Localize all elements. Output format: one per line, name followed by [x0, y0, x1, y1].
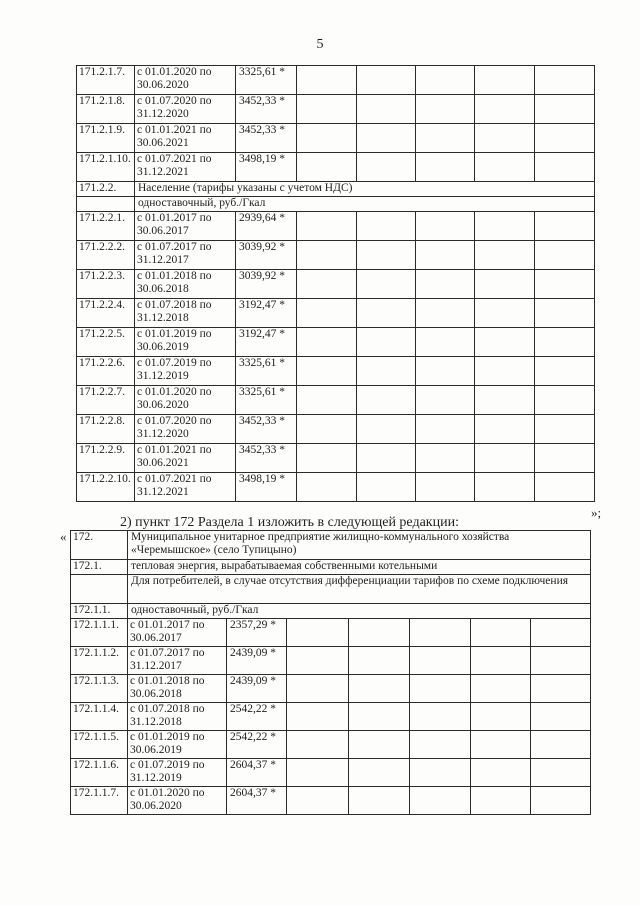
- empty-cell: [535, 386, 595, 415]
- row-number: 172.1.1.5.: [71, 731, 128, 759]
- empty-cell: [475, 328, 535, 357]
- empty-cell: [475, 241, 535, 270]
- period-cell: [135, 328, 236, 357]
- row-number: 171.2.1.10.: [77, 153, 135, 182]
- tariff-table-171: [76, 65, 595, 502]
- period-cell: [135, 241, 236, 270]
- empty-cell: [357, 124, 416, 153]
- period-start: с 01.07.2017 по: [137, 241, 212, 253]
- tariff-value: 2604,37 *: [227, 759, 287, 787]
- table-row: [77, 299, 595, 328]
- empty-cell: [297, 241, 357, 270]
- period-cell: [135, 444, 236, 473]
- table-row: [77, 386, 595, 415]
- empty-cell: [287, 675, 349, 703]
- period-cell: [128, 619, 227, 647]
- empty-cell: [357, 66, 416, 95]
- empty-cell: [531, 619, 591, 647]
- table-row: [77, 473, 595, 502]
- tariff-value: 2439,09 *: [227, 647, 287, 675]
- period-start: с 01.01.2017 по: [130, 619, 205, 631]
- row-number: 171.2.2.10.: [77, 473, 135, 502]
- row-number: 171.2.1.9.: [77, 124, 135, 153]
- empty-cell: [475, 299, 535, 328]
- period-end: 31.12.2019: [137, 370, 189, 382]
- period-start: с 01.01.2020 по: [130, 787, 205, 799]
- tariff-value: 2604,37 *: [227, 787, 287, 815]
- empty-cell: [416, 95, 475, 124]
- consumers-label: Для потребителей, в случае отсутствия дифференциации тарифов по схеме подключения: [128, 575, 591, 604]
- empty-cell: [287, 731, 349, 759]
- empty-cell: [357, 241, 416, 270]
- empty-cell: [410, 647, 471, 675]
- empty-cell: [416, 66, 475, 95]
- empty-cell: [357, 270, 416, 299]
- tariff-value: 3452,33 *: [236, 415, 297, 444]
- empty-cell: [297, 386, 357, 415]
- row-number: 172.1.1.7.: [71, 787, 128, 815]
- table-row: [71, 619, 591, 647]
- table-row: [77, 212, 595, 241]
- empty-cell: [416, 415, 475, 444]
- row-number: 171.2.1.7.: [77, 66, 135, 95]
- row-number: 171.2.2.2.: [77, 241, 135, 270]
- tariff-value: 3192,47 *: [236, 299, 297, 328]
- period-cell: [135, 95, 236, 124]
- empty-cell: [297, 444, 357, 473]
- row-number: 172.1.1.: [71, 604, 128, 619]
- empty-cell: [531, 647, 591, 675]
- tariff-value: 2939,64 *: [236, 212, 297, 241]
- row-number: 172.1.1.2.: [71, 647, 128, 675]
- empty-cell: [357, 212, 416, 241]
- rate-label: одноставочный, руб./Гкал: [128, 604, 591, 619]
- empty-cell: [475, 66, 535, 95]
- empty-cell: [475, 357, 535, 386]
- row-number: 171.2.2.3.: [77, 270, 135, 299]
- empty-cell: [349, 731, 410, 759]
- empty-cell: [416, 473, 475, 502]
- row-number: 171.2.2.6.: [77, 357, 135, 386]
- period-end: 31.12.2018: [137, 312, 189, 324]
- empty-cell: [535, 357, 595, 386]
- period-cell: [128, 787, 227, 815]
- empty-cell: [297, 473, 357, 502]
- empty-cell: [531, 703, 591, 731]
- empty-cell: [535, 153, 595, 182]
- table-row: [77, 415, 595, 444]
- period-end: 31.12.2017: [130, 660, 182, 672]
- tariff-value: 3498,19 *: [236, 153, 297, 182]
- period-end: 30.06.2017: [137, 225, 189, 237]
- empty-cell: [475, 212, 535, 241]
- empty-cell: [416, 357, 475, 386]
- empty-cell: [475, 124, 535, 153]
- empty-cell: [475, 444, 535, 473]
- empty-cell: [349, 647, 410, 675]
- empty-cell: [416, 386, 475, 415]
- empty-cell: [535, 270, 595, 299]
- period-cell: [135, 153, 236, 182]
- group-label: Население (тарифы указаны с учетом НДС): [135, 182, 595, 197]
- tariff-value: 2542,22 *: [227, 731, 287, 759]
- empty-cell: [535, 66, 595, 95]
- table-row: [77, 95, 595, 124]
- org-label: Муниципальное унитарное предприятие жилищно-коммунального хозяйства «Черемышское» (село Тупицыно): [128, 531, 591, 560]
- section-heading: 2) пункт 172 Раздела 1 изложить в следующей редакции:: [120, 515, 459, 530]
- period-start: с 01.01.2018 по: [130, 675, 205, 687]
- row-number: 172.: [71, 531, 128, 560]
- empty-cell: [475, 95, 535, 124]
- row-number: 171.2.1.8.: [77, 95, 135, 124]
- empty-cell: [535, 415, 595, 444]
- empty-cell: [416, 328, 475, 357]
- tariff-value: 3192,47 *: [236, 328, 297, 357]
- period-end: 30.06.2019: [137, 341, 189, 353]
- empty-cell: [416, 241, 475, 270]
- empty-cell: [410, 619, 471, 647]
- period-cell: [128, 647, 227, 675]
- period-start: с 01.01.2019 по: [137, 328, 212, 340]
- table-row: [71, 675, 591, 703]
- period-start: с 01.01.2021 по: [137, 124, 212, 136]
- period-start: с 01.07.2019 по: [137, 357, 212, 369]
- row-number: 171.2.2.: [77, 182, 135, 197]
- closing-quote: »;: [591, 505, 602, 520]
- table-row: [77, 328, 595, 357]
- period-end: 31.12.2019: [130, 772, 182, 784]
- empty-cell: [531, 787, 591, 815]
- energy-label: тепловая энергия, вырабатываемая собственными котельными: [128, 560, 591, 575]
- tariff-value: 3325,61 *: [236, 357, 297, 386]
- tariff-table-172: [70, 530, 591, 815]
- empty-cell: [535, 241, 595, 270]
- table-row: [77, 357, 595, 386]
- tariff-value: 3498,19 *: [236, 473, 297, 502]
- empty-cell: [287, 619, 349, 647]
- empty-cell: [416, 444, 475, 473]
- period-end: 31.12.2021: [137, 166, 189, 178]
- empty-cell: [410, 787, 471, 815]
- period-start: с 01.01.2018 по: [137, 270, 212, 282]
- empty-cell: [357, 386, 416, 415]
- empty-cell: [410, 731, 471, 759]
- period-cell: [135, 299, 236, 328]
- table-row: [71, 647, 591, 675]
- period-cell: [135, 124, 236, 153]
- table-row: [77, 444, 595, 473]
- period-cell: [128, 675, 227, 703]
- empty-cell: [535, 299, 595, 328]
- empty-cell: [357, 415, 416, 444]
- period-cell: [135, 473, 236, 502]
- empty-cell: [471, 759, 531, 787]
- row-number: 171.2.2.4.: [77, 299, 135, 328]
- period-start: с 01.01.2021 по: [137, 444, 212, 456]
- period-end: 30.06.2017: [130, 632, 182, 644]
- empty-cell: [297, 95, 357, 124]
- row-number: 172.1.1.6.: [71, 759, 128, 787]
- empty-cell: [297, 299, 357, 328]
- period-start: с 01.01.2019 по: [130, 731, 205, 743]
- page-number: 5: [316, 37, 324, 52]
- empty-cell: [471, 647, 531, 675]
- period-cell: [128, 731, 227, 759]
- period-start: с 01.07.2020 по: [137, 415, 212, 427]
- period-end: 31.12.2017: [137, 254, 189, 266]
- empty-cell: [410, 675, 471, 703]
- empty-cell: [535, 212, 595, 241]
- period-start: с 01.07.2021 по: [137, 153, 212, 165]
- empty-cell: [349, 675, 410, 703]
- empty-cell: [357, 357, 416, 386]
- period-cell: [128, 759, 227, 787]
- tariff-value: 3039,92 *: [236, 241, 297, 270]
- empty-cell: [410, 759, 471, 787]
- period-end: 31.12.2021: [137, 486, 189, 498]
- row-number: 172.1.1.3.: [71, 675, 128, 703]
- table-row: [71, 731, 591, 759]
- empty-cell: [287, 647, 349, 675]
- period-cell: [135, 386, 236, 415]
- empty-cell: [535, 328, 595, 357]
- empty-cell: [357, 153, 416, 182]
- tariff-value: 3452,33 *: [236, 124, 297, 153]
- empty-cell: [349, 703, 410, 731]
- empty-cell: [349, 619, 410, 647]
- row-number: 172.1.: [71, 560, 128, 575]
- table-row-subgroup: [77, 197, 595, 212]
- empty-cell: [531, 759, 591, 787]
- row-number: 172.1.1.1.: [71, 619, 128, 647]
- empty-cell: [297, 415, 357, 444]
- period-cell: [135, 357, 236, 386]
- empty-cell: [531, 675, 591, 703]
- empty-cell: [416, 299, 475, 328]
- period-end: 31.12.2020: [137, 428, 189, 440]
- table-row-energy: [71, 560, 591, 575]
- empty-cell: [475, 153, 535, 182]
- empty-cell: [287, 787, 349, 815]
- period-cell: [128, 703, 227, 731]
- period-start: с 01.07.2020 по: [137, 95, 212, 107]
- empty-cell: [475, 473, 535, 502]
- period-cell: [135, 415, 236, 444]
- period-cell: [135, 66, 236, 95]
- empty-cell: [471, 619, 531, 647]
- empty-cell: [297, 124, 357, 153]
- empty-cell: [297, 270, 357, 299]
- table-row: [77, 270, 595, 299]
- empty-cell: [357, 473, 416, 502]
- tariff-value: 2542,22 *: [227, 703, 287, 731]
- empty-cell: [357, 95, 416, 124]
- period-start: с 01.07.2017 по: [130, 647, 205, 659]
- empty-cell: [535, 444, 595, 473]
- table-row-rate: [71, 604, 591, 619]
- period-start: с 01.01.2020 по: [137, 66, 212, 78]
- period-start: с 01.07.2018 по: [137, 299, 212, 311]
- period-end: 31.12.2018: [130, 716, 182, 728]
- period-end: 30.06.2018: [137, 283, 189, 295]
- row-number: 171.2.2.8.: [77, 415, 135, 444]
- period-cell: [135, 212, 236, 241]
- table-row: [77, 124, 595, 153]
- empty-cell: [416, 212, 475, 241]
- empty-cell: [416, 153, 475, 182]
- table-row: [77, 241, 595, 270]
- empty-cell: [416, 124, 475, 153]
- empty-cell: [535, 124, 595, 153]
- period-start: с 01.01.2020 по: [137, 386, 212, 398]
- period-end: 30.06.2018: [130, 688, 182, 700]
- table-row: [77, 66, 595, 95]
- row-number: 171.2.2.5.: [77, 328, 135, 357]
- empty-cell: [349, 787, 410, 815]
- empty-cell: [471, 787, 531, 815]
- empty-cell: [357, 328, 416, 357]
- empty-cell: [535, 473, 595, 502]
- table-row: [71, 703, 591, 731]
- empty-cell: [471, 675, 531, 703]
- table-row-group: [77, 182, 595, 197]
- period-end: 31.12.2020: [137, 108, 189, 120]
- empty-cell: [471, 703, 531, 731]
- empty-cell: [297, 212, 357, 241]
- period-start: с 01.01.2017 по: [137, 212, 212, 224]
- tariff-value: 2439,09 *: [227, 675, 287, 703]
- opening-quote: «: [60, 529, 67, 544]
- period-start: с 01.07.2019 по: [130, 759, 205, 771]
- table-row: [77, 153, 595, 182]
- table-row-consumers: [71, 575, 591, 604]
- empty-cell: [471, 731, 531, 759]
- empty-cell: [416, 270, 475, 299]
- empty-cell: [357, 444, 416, 473]
- empty-cell: [475, 270, 535, 299]
- empty-cell: [297, 357, 357, 386]
- empty-cell: [531, 731, 591, 759]
- empty-cell: [297, 153, 357, 182]
- period-end: 30.06.2020: [137, 399, 189, 411]
- table-row-org: [71, 531, 591, 560]
- period-end: 30.06.2020: [137, 79, 189, 91]
- period-start: с 01.07.2018 по: [130, 703, 205, 715]
- period-end: 30.06.2021: [137, 457, 189, 469]
- table-row: [71, 759, 591, 787]
- empty-cell: [475, 386, 535, 415]
- empty-cell: [357, 299, 416, 328]
- row-number: 171.2.2.7.: [77, 386, 135, 415]
- table-row: [71, 787, 591, 815]
- empty-cell: [297, 328, 357, 357]
- tariff-value: 3452,33 *: [236, 444, 297, 473]
- period-cell: [135, 270, 236, 299]
- period-start: с 01.07.2021 по: [137, 473, 212, 485]
- period-end: 30.06.2021: [137, 137, 189, 149]
- tariff-value: 3452,33 *: [236, 95, 297, 124]
- empty-cell: [410, 703, 471, 731]
- empty-cell: [475, 415, 535, 444]
- row-number: 171.2.2.9.: [77, 444, 135, 473]
- empty-cell: [535, 95, 595, 124]
- tariff-value: 3039,92 *: [236, 270, 297, 299]
- period-end: 30.06.2020: [130, 800, 182, 812]
- empty-cell: [287, 759, 349, 787]
- row-number: 171.2.2.1.: [77, 212, 135, 241]
- tariff-value: 3325,61 *: [236, 386, 297, 415]
- subgroup-label: одноставочный, руб./Гкал: [135, 197, 595, 212]
- row-number: 172.1.1.4.: [71, 703, 128, 731]
- tariff-value: 3325,61 *: [236, 66, 297, 95]
- period-end: 30.06.2019: [130, 744, 182, 756]
- empty-cell: [287, 703, 349, 731]
- tariff-value: 2357,29 *: [227, 619, 287, 647]
- empty-cell: [349, 759, 410, 787]
- empty-cell: [297, 66, 357, 95]
